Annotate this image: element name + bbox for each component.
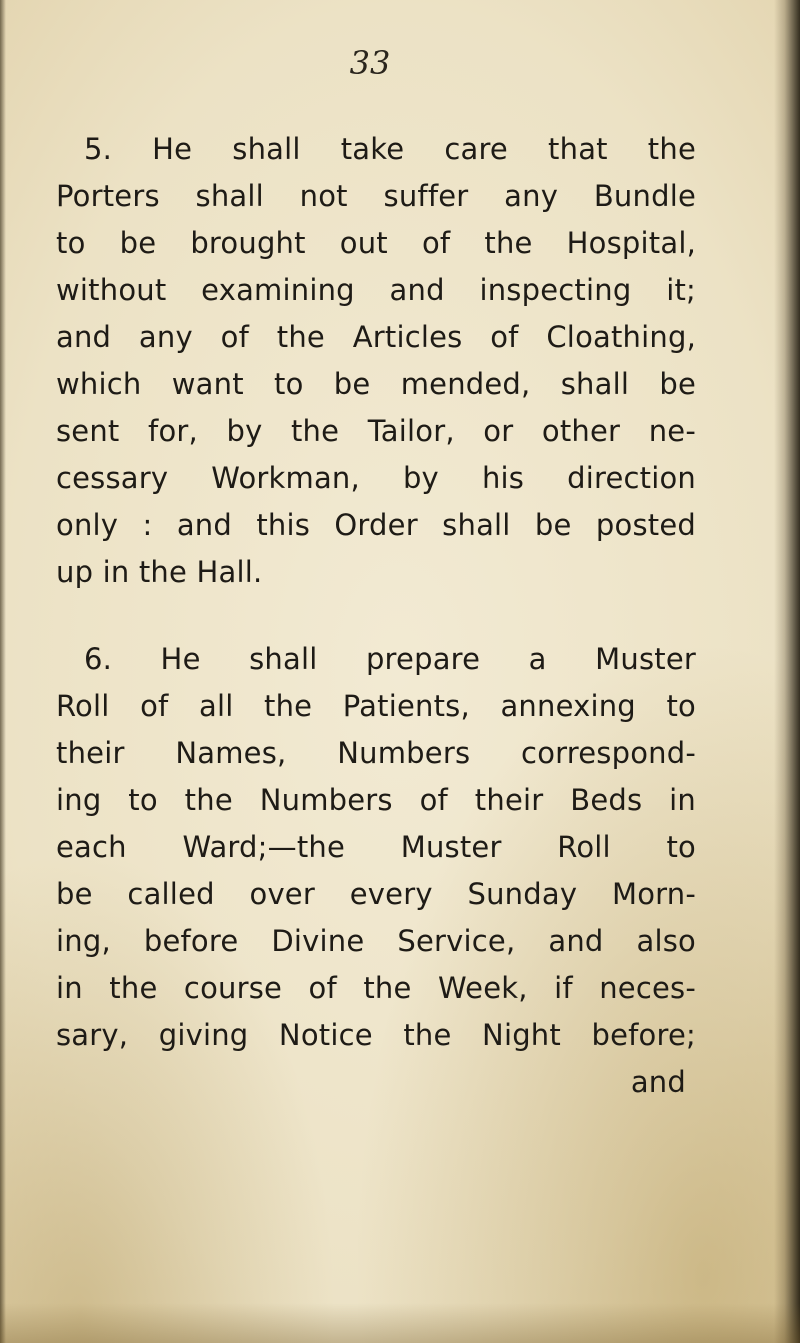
text-line: cessary Workman, by his direction [56,461,696,495]
text-line: only : and this Order shall be posted [56,508,696,542]
text-line: 5. He shall take care that the [84,132,696,166]
text-line: their Names, Numbers correspond- [56,736,696,770]
text-line: ing to the Numbers of their Beds in [56,783,696,817]
text-line: which want to be mended, shall be [56,367,696,401]
paragraph-6 [56,636,696,1106]
text-line: and any of the Articles of Cloathing, [56,320,696,354]
page-left-edge [0,0,6,1343]
text-line: in the course of the Week, if neces- [56,971,696,1005]
text-line: each Ward;—the Muster Roll to [56,830,696,864]
page-number: 33 [349,44,391,82]
text-line: Porters shall not suffer any Bundle [56,179,696,213]
catchword: and [630,1065,686,1099]
text-line: sary, giving Notice the Night before; [56,1018,696,1052]
text-line: Roll of all the Patients, annexing to [56,689,696,723]
text-line: be called over every Sunday Morn- [56,877,696,911]
text-line: up in the Hall. [56,555,263,589]
text-block [56,126,696,1146]
text-line: ing, before Divine Service, and also [56,924,696,958]
text-line: sent for, by the Tailor, or other ne- [56,414,696,448]
text-line: to be brought out of the Hospital, [56,226,696,260]
page-spine-shadow [774,0,800,1343]
paragraph-5 [56,126,696,596]
text-line: without examining and inspecting it; [56,273,696,307]
page-bottom-stain [0,1303,800,1343]
text-line: 6. He shall prepare a Muster [84,642,696,676]
